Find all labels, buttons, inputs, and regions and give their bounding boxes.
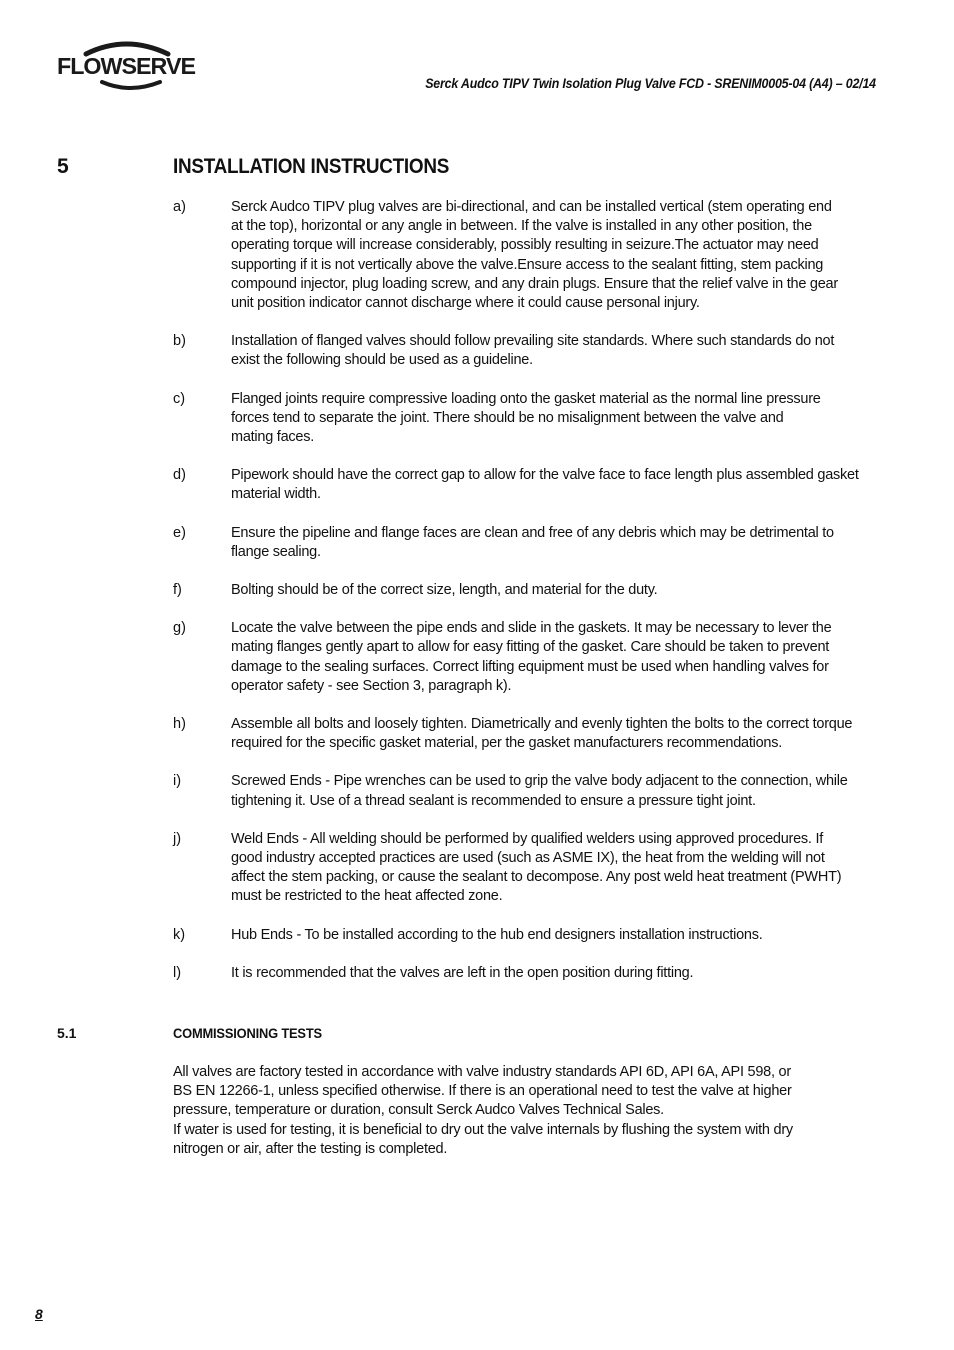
- item-letter: l): [173, 964, 182, 981]
- subsection-title: COMMISSIONING TESTS: [173, 1025, 322, 1041]
- item-letter: i): [173, 773, 182, 790]
- item-text: Hub Ends - To be installed according to the hub end designers installation instructions.: [231, 926, 763, 943]
- section-number: 5: [57, 155, 69, 178]
- item-letter: f): [173, 582, 182, 599]
- item-letter: c): [173, 390, 186, 407]
- item-text: Pipework should have the correct gap to allow for the valve face to face length plus assembled gasket material width.: [231, 467, 859, 503]
- list-item: [173, 619, 883, 696]
- section-title: INSTALLATION INSTRUCTIONS: [173, 155, 450, 178]
- list-item: [173, 524, 883, 562]
- item-text: Screwed Ends - Pipe wrenches can be used to grip the valve body adjacent to the connection, while tightening it. Use of a thread sealant is recommended to ensure a pressure tight joint.: [231, 773, 848, 809]
- item-text: Ensure the pipeline and flange faces are clean and free of any debris which may be detrimental to flange sealing.: [231, 524, 834, 560]
- page-number: 8: [35, 1306, 43, 1322]
- logo-wordmark: FLOWSERVE: [57, 53, 196, 79]
- list-item: [173, 198, 883, 313]
- item-letter: b): [173, 333, 186, 350]
- subsection-number: 5.1: [57, 1025, 77, 1041]
- subsection-body: All valves are factory tested in accordance with valve industry standards API 6D, API 6A, API 598, or BS EN 12266-1, unless specified otherwise. If there is an operational need to test the valve at higher pressure, temperature or duration, consult Serck Audco Valves Technical Sales. If water is used for testing, it is beneficial to dry out the valve internals by flushing the system with dry nitrogen or air, after the testing is completed.: [173, 1064, 793, 1157]
- item-letter: g): [173, 620, 186, 637]
- item-text: Installation of flanged valves should follow prevailing site standards. Where such standards do not exist the following should be used as a guideline.: [231, 333, 835, 369]
- item-letter: j): [173, 830, 182, 847]
- item-text: Serck Audco TIPV plug valves are bi-directional, and can be installed vertical (stem operating end at the top), horizontal or any angle in between. If the valve is installed in any other position, the operating torque will increase considerably, possibly resulting in seizure.The actuator may need supporting if it is not vertically above the valve.Ensure access to the sealant fitting, stem packing compound injector, plug loading screw, and any drain plugs. Ensure that the relief valve in the gear unit position indicator cannot discharge where it could cause personal injury.: [231, 199, 838, 312]
- instruction-list: [173, 198, 883, 1002]
- item-text: Locate the valve between the pipe ends and slide in the gaskets. It may be necessary to lever the mating flanges gently apart to allow for easy fitting of the gasket. Care should be taken to prevent damage to the sealing surfaces. Correct lifting equipment must be used when handling valves for operator safety - see Section 3, paragraph k).: [231, 620, 832, 694]
- item-text: It is recommended that the valves are left in the open position during fitting.: [231, 964, 694, 981]
- list-item: [173, 964, 883, 983]
- item-text: Flanged joints require compressive loading onto the gasket material as the normal line pressure forces tend to separate the joint. There should be no misalignment between the valve and mating faces.: [231, 390, 821, 446]
- list-item: [173, 830, 883, 907]
- flowserve-logo-icon: [56, 38, 198, 92]
- item-letter: h): [173, 716, 186, 733]
- flowserve-logo: [56, 38, 198, 92]
- item-letter: e): [173, 524, 186, 541]
- item-letter: d): [173, 467, 186, 484]
- item-text: Assemble all bolts and loosely tighten. Diametrically and evenly tighten the bolts to the correct torque required for the specific gasket material, per the gasket manufacturers recommendations.: [231, 716, 853, 752]
- document-title: Serck Audco TIPV Twin Isolation Plug Valve FCD - SRENIM0005-04 (A4) – 02/14: [425, 76, 876, 91]
- item-letter: a): [173, 199, 186, 215]
- list-item: [173, 926, 883, 945]
- list-item: [173, 581, 883, 600]
- list-item: [173, 390, 883, 448]
- item-text: Bolting should be of the correct size, length, and material for the duty.: [231, 582, 658, 599]
- list-item: [173, 332, 883, 370]
- list-item: [173, 466, 883, 504]
- list-item: [173, 772, 883, 810]
- item-text: Weld Ends - All welding should be performed by qualified welders using approved procedures. If good industry accepted practices are used (such as ASME IX), the heat from the welding will not affect the stem packing, or cause the sealant to decompose. Any post weld heat treatment (PWHT) must be restricted to the heat affected zone.: [231, 830, 842, 905]
- item-letter: k): [173, 926, 186, 943]
- list-item: [173, 715, 883, 753]
